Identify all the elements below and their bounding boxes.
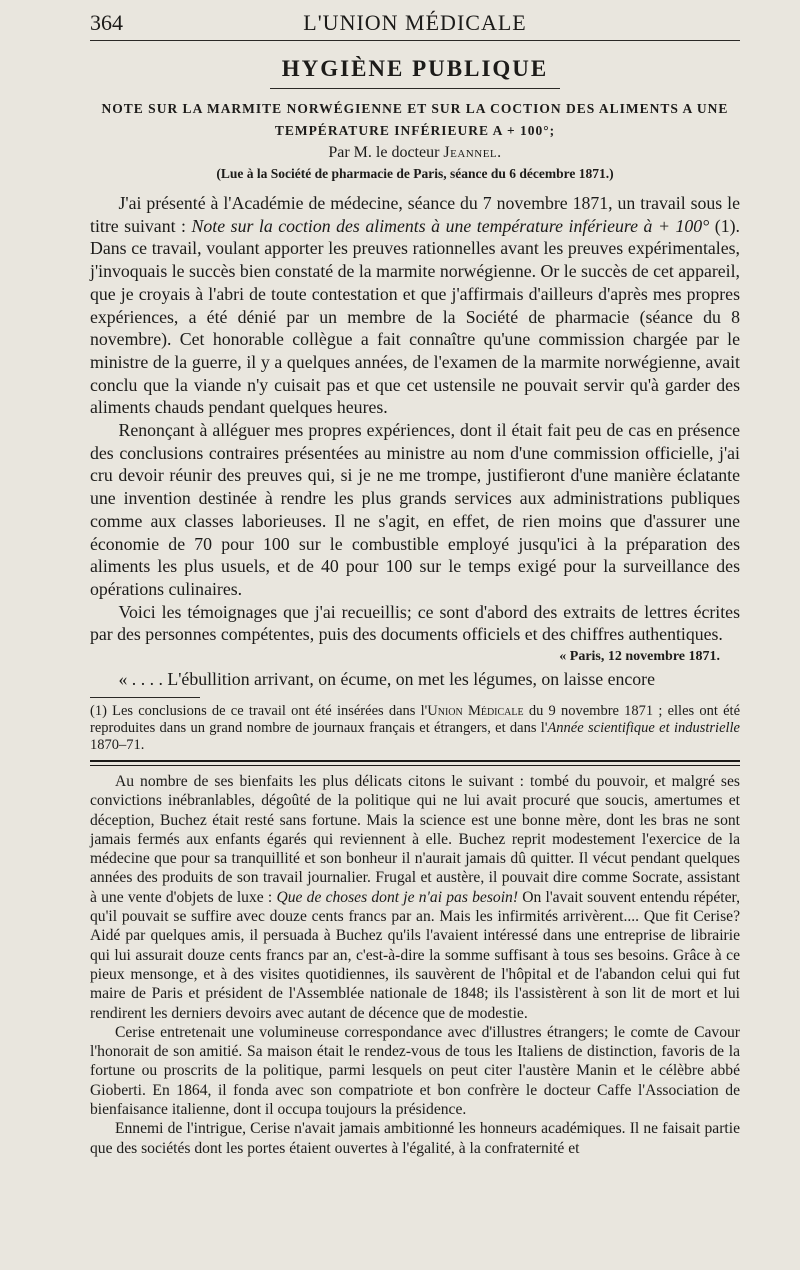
- footnote-separator: [90, 697, 200, 698]
- section-rule: [270, 88, 560, 89]
- obituary-paragraph: Cerise entretenait une volumineuse correspondance avec d'illustres étrangers; le comte de Cavour l'honorait de son amitié. Sa maison était le rendez-vous de tous les Italiens de distinction, favoris de la fortune ou proscrits de la politique, parmi lesquels on peut citer l'austère Manin et le célèbre abbé Gioberti. En 1864, il fonda avec son compatriote et bon confrère le docteur Caffe l'Association de bienfaisance italienne, dont il occupa toujours la présidence.: [90, 1023, 740, 1119]
- article-body: [90, 192, 740, 691]
- footnote-publication: Année scientifique et industrielle: [547, 720, 740, 736]
- socrates-quote: Que de choses dont je n'ai pas besoin!: [276, 888, 519, 906]
- author-name: Jeannel.: [443, 144, 502, 161]
- obituary-body: [90, 772, 740, 1158]
- page-header: [90, 6, 740, 36]
- article-paragraph: J'ai présenté à l'Académie de médecine, séance du 7 novembre 1871, un travail sous le titre suivant : Note sur la coction des aliments à une température inférieure à + 100° (1). Dans ce travail, voulant apporter les preuves rationnelles avant les preuves expérimentales, j'invoquais le succès bien constaté de la marmite norwégienne. Or le succès de cet appareil, que je croyais à l'abri de toute contestation et que j'affirmais d'ailleurs d'après mes propres expériences, a été dénié par un membre de la Société de pharmacie (séance du 8 novembre). Cet honorable collègue a fait connaître qu'une commission chargée par le ministre de la guerre, il y a quelques années, de l'examen de la marmite norwégienne, avait conclu que la viande n'y cuisait pas et que cet ustensile ne pouvait servir qu'à garder des aliments chauds pendant quelques heures.: [90, 193, 740, 418]
- article-paragraph: Voici les témoignages que j'ai recueillis; ce sont d'abord des extraits de lettres écrites par des personnes compétentes, puis des documents officiels et des chiffres authentiques.: [90, 601, 740, 645]
- letter-dateline: « Paris, 12 novembre 1871.: [559, 649, 720, 665]
- header-rule: [90, 40, 740, 41]
- reading-note: (Lue à la Société de pharmacie de Paris, séance du 6 décembre 1871.): [216, 166, 614, 181]
- article-paragraph: « . . . . L'ébullition arrivant, on écume, on met les légumes, on laisse encore: [118, 669, 655, 690]
- article-author: [90, 144, 740, 162]
- article-title-line-1: NOTE SUR LA MARMITE NORWÉGIENNE ET SUR LA COCTION DES ALIMENTS A UNE: [101, 101, 729, 116]
- section-divider: [90, 760, 740, 766]
- journal-title: L'UNION MÉDICALE: [303, 10, 527, 35]
- footnote-journal: Union Médicale: [427, 703, 524, 719]
- article-paragraph: Renonçant à alléguer mes propres expériences, dont il était fait peu de cas en présence des conclusions contraires présentées au ministre au nom d'une commission officielle, j'ai cru devoir réunir des preuves qui, si je ne me trompe, justifieront d'une manière éclatante une invention destinée à rendre les plus grands services aux administrations publiques comme aux classes laborieuses. Il ne s'agit, en effet, de rien moins que d'assurer une économie de 70 pour 100 sur le combustible employé jusqu'ici à la préparation des aliments les plus usuels, et de 40 pour 100 sur le temps exigé pour la surveillance des opérations culinaires.: [90, 420, 740, 599]
- section-title: HYGIÈNE PUBLIQUE: [281, 56, 549, 81]
- footnote: (1) Les conclusions de ce travail ont été insérées dans l'Union Médicale du 9 novembre 1871 ; elles ont été reproduites dans un grand nombre de journaux français et étrangers, et dans l'Année scientifique et industrielle 1870–71.: [90, 703, 741, 753]
- cited-title: Note sur la coction des aliments à une température inférieure à + 100°: [191, 215, 710, 236]
- obituary-paragraph: Au nombre de ses bienfaits les plus délicats citons le suivant : tombé du pouvoir, et malgré ses convictions inébranlables, dégoûté de la politique qui ne lui avait procuré que soucis, amertumes et déception, Buchez était resté sans fortune. Mais la science est une bonne mère, dont les bras ne sont jamais fermés aux enfants égarés qui reviennent à elle. Buchez reprit modestement l'exercice de la médecine que pour sa tranquillité et son bonheur il n'aurait jamais dû quitter. Il vécut pendant quelques années des produits de son travail journalier. Frugal et austère, il pouvait dire comme Socrate, assistant à une vente d'objets de luxe : Que de choses dont je n'ai pas besoin! On l'avait souvent entendu répéter, qu'il pouvait se suffire avec douze cents francs par an. Mais les infirmités arrivèrent.... Que fit Cerise? Aidé par quelques amis, il persuada à Buchez qu'ils l'avaient intéressé dans une entreprise de librairie qui lui assurait douze cents francs par an, c'est-à-dire la somme suffisant à tous ses besoins. Grâce à ce pieux mensonge, et à des visites quotidiennes, ils sauvèrent de l'hôpital et de l'abandon celui qui fut maire de Paris et président de l'Assemblée nationale de 1848; ils l'assistèrent à son lit de mort et lui rendirent les derniers devoirs avec autant de décence que de modestie.: [90, 773, 741, 1022]
- author-prefix: Par M. le docteur: [328, 144, 440, 161]
- obituary-paragraph: Ennemi de l'intrigue, Cerise n'avait jamais ambitionné les honneurs académiques. Il ne faisait partie que des sociétés dont les portes étaient ouvertes à l'égalité, à la confraternité et: [90, 1120, 740, 1157]
- article-title: [90, 98, 740, 142]
- article-title-line-2: TEMPÉRATURE INFÉRIEURE A + 100°;: [274, 123, 556, 138]
- page-number: 364: [90, 10, 123, 35]
